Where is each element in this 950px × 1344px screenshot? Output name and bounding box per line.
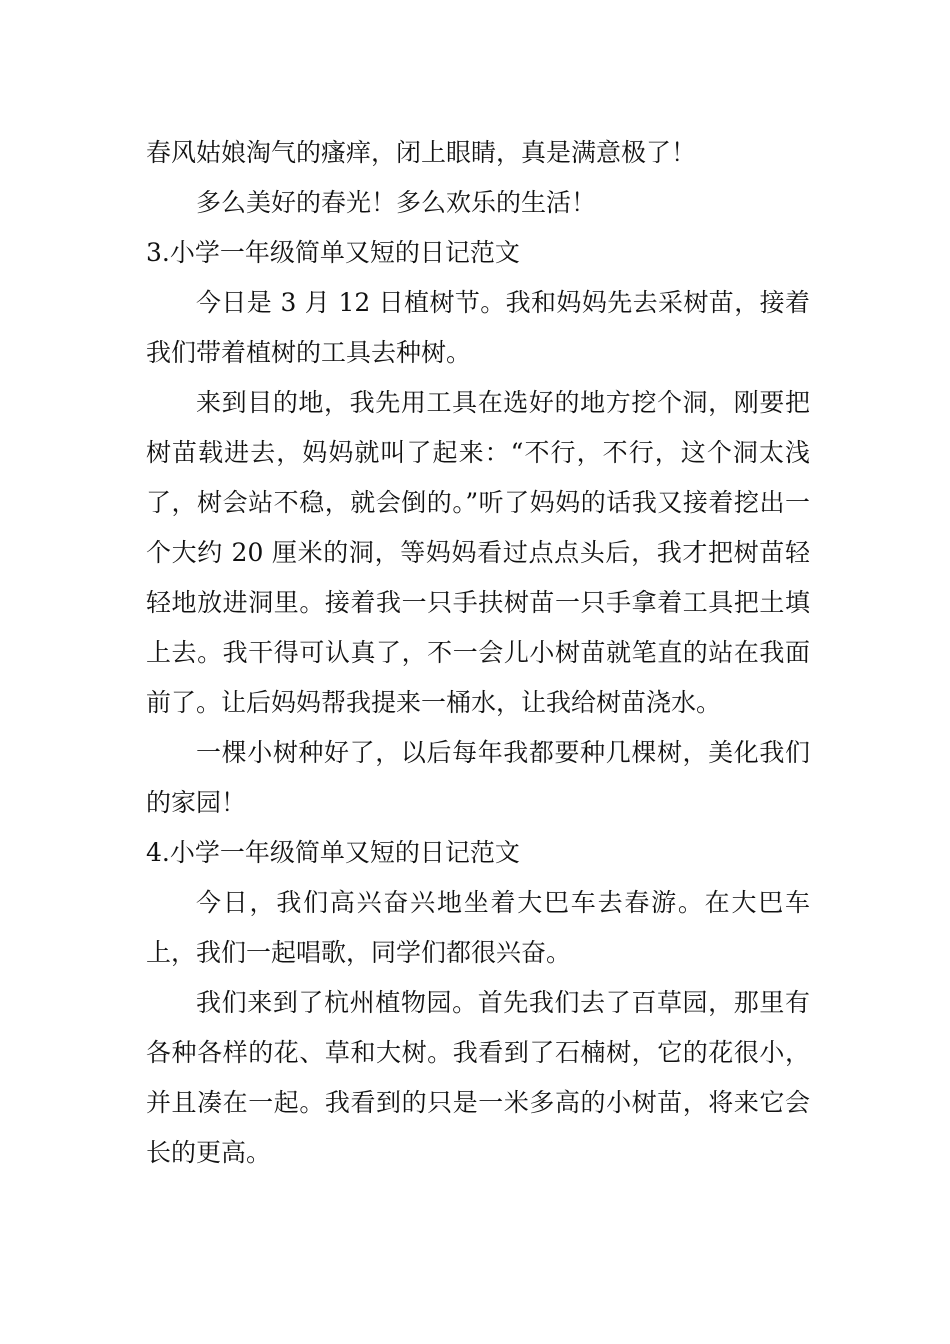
paragraph-arbor-day-intro: 今日是 3 月 12 日植树节。我和妈妈先去采树苗，接着我们带着植树的工具去种树。 — [146, 288, 810, 367]
section-heading-4: 4.小学一年级简单又短的日记范文 — [146, 838, 520, 867]
paragraph-spring-closing: 多么美好的春光！多么欢乐的生活！ — [196, 188, 597, 217]
paragraph-botanical-garden: 我们来到了杭州植物园。首先我们去了百草园，那里有各种各样的花、草和大树。我看到了石楠树，它的花很小，并且凑在一起。我看到的只是一米多高的小树苗，将来它会长的更高。 — [146, 988, 810, 1167]
paragraph-continuation: 春风姑娘淘气的瘙痒，闭上眼睛，真是满意极了！ — [146, 138, 697, 167]
paragraph-spring-trip-intro: 今日，我们高兴奋兴地坐着大巴车去春游。在大巴车上，我们一起唱歌，同学们都很兴奋。 — [146, 888, 810, 967]
section-heading-3: 3.小学一年级简单又短的日记范文 — [146, 238, 520, 267]
document-page — [146, 128, 810, 1178]
paragraph-planting-closing: 一棵小树种好了，以后每年我都要种几棵树，美化我们的家园！ — [146, 738, 810, 817]
paragraph-planting-story: 来到目的地，我先用工具在选好的地方挖个洞，刚要把树苗载进去，妈妈就叫了起来：“不行，不行，这个洞太浅了，树会站不稳，就会倒的。”听了妈妈的话我又接着挖出一个大约 20 厘米的洞，等妈妈看过点点头后，我才把树苗轻轻地放进洞里。接着我一只手扶树苗一只手拿着工具把土填上去。我干得可认真了，不一会儿小树苗就笔直的站在我面前了。让后妈妈帮我提来一桶水，让我给树苗浇水。 — [146, 388, 810, 717]
